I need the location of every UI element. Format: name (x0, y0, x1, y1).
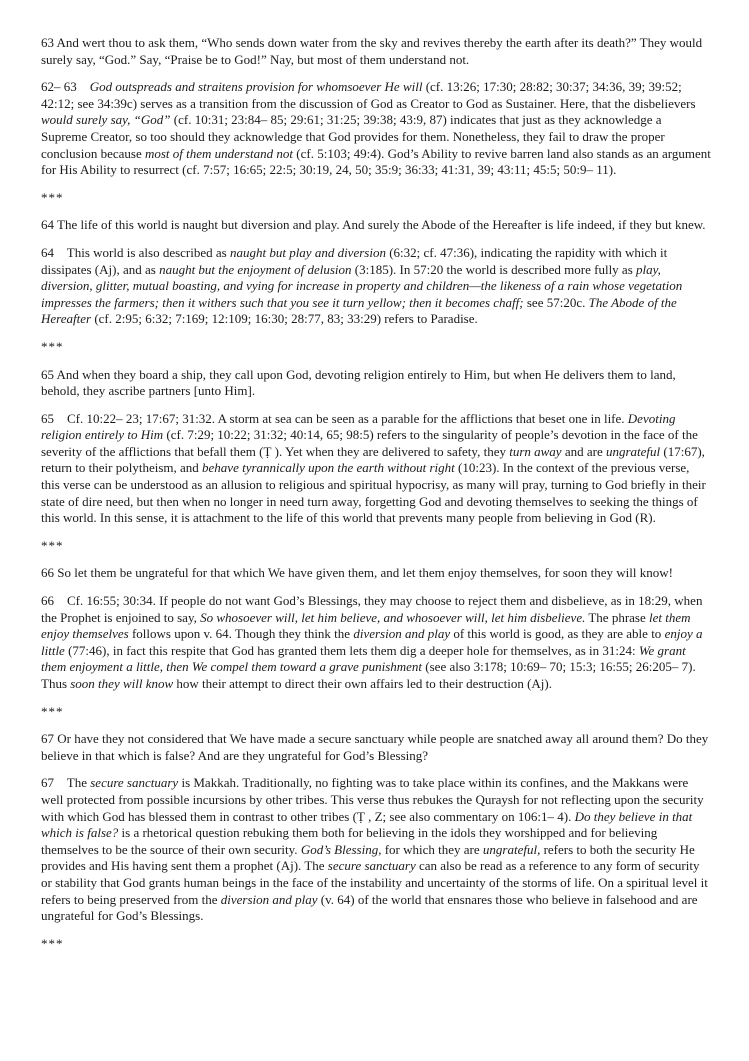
verse-paragraph-64 (41, 217, 711, 234)
commentary-paragraph-64 (41, 245, 711, 328)
text-run: 66 So let them be ungrateful for that which We have given them, and let them enjoy themselves, for soon they will know! (41, 565, 673, 581)
italic-text-run: ungrateful, (482, 841, 541, 857)
text-run: (cf. 7:29; 10:22; 31:32; 40:14, 65; 98:5) refers to the singularity of people’s devotion in the face of the severity of the afflictions that befall them (Ṭ ). Yet when they are delivered to safety, they (41, 427, 702, 459)
italic-text-run: diversion and play (353, 626, 451, 642)
italic-text-run: The Abode of the Hereafter (41, 294, 681, 327)
italic-text-run: turn away (509, 443, 562, 459)
italic-text-run: naught but the enjoyment of delusion (159, 261, 352, 277)
commentary-paragraph-65 (41, 411, 711, 527)
text-run: 67 Or have they not considered that We have made a secure sanctuary while people are snatched away all around them? Do they believe in that which is false? And are they ungrateful for God’s Blessing? (41, 731, 712, 763)
text-run: 63 And wert thou to ask them, “Who sends down water from the sky and revives thereby the earth after its death?” They would surely say, “God.” Say, “Praise be to God!” Nay, but most of them understand not. (41, 35, 706, 67)
italic-text-run: ungrateful (605, 443, 661, 459)
text-run: 64 The life of this world is naught but diversion and play. And surely the Abode of the Hereafter is life indeed, if they but knew. (41, 217, 706, 233)
italic-text-run: naught but play and diversion (229, 244, 386, 260)
verse-paragraph-66 (41, 565, 711, 582)
text-run: how their attempt to direct their own affairs led to their destruction (Aj). (173, 676, 552, 691)
italic-text-run: God outspreads and straitens provision for whomsoever He will (89, 79, 423, 95)
text-run: (v. 64) of the world that ensnares those who believe in falsehood and are ungrateful for God’s Blessings. (41, 891, 701, 924)
text-run: *** (41, 935, 64, 951)
text-run: follows upon v. 64. Though they think the (128, 626, 354, 642)
commentary-paragraph-66 (41, 593, 711, 693)
section-separator (41, 339, 711, 356)
text-run: is a rhetorical question rebuking them both for believing in the idols they worshipped and for believing themselves to be the source of their own security. (41, 825, 661, 857)
text-run: (77:46), in fact this respite that God has granted them lets them dig a deeper hole for themselves, as in 31:24: (64, 642, 639, 658)
section-separator (41, 704, 711, 721)
commentary-paragraph-62-63 (41, 79, 715, 179)
text-run: *** (41, 338, 64, 354)
italic-text-run: secure sanctuary (327, 858, 416, 874)
section-separator (41, 538, 711, 555)
verse-paragraph-67 (41, 731, 711, 764)
italic-text-run: Do they believe in that which is false? (41, 808, 696, 841)
text-run: and are (561, 443, 606, 459)
text-run: (cf. 2:95; 6:32; 7:169; 12:109; 16:30; 28:77, 83; 33:29) refers to Paradise. (91, 311, 478, 327)
text-run: (3:185). In 57:20 the world is described more fully as (351, 261, 637, 277)
text-run: of this world is good, as they are able to (450, 626, 665, 642)
verse-paragraph-65 (41, 367, 711, 400)
text-run: (cf. 5:103; 49:4). God’s Ability to revive barren land also stands as an argument for His Ability to resurrect (cf. 7:57; 16:65; 22:5; 30:19, 24, 50; 35:9; 36:33; 41:31, 39; 43:11; 45:5; 50:9– 11). (41, 145, 715, 178)
italic-text-run: enjoy a little (41, 626, 706, 658)
text-run: 62– 63 (41, 79, 90, 95)
italic-text-run: most of them understand not (144, 145, 294, 161)
italic-text-run: We grant them enjoyment a little, then We compel them toward a grave punishment (41, 642, 689, 675)
text-run: (10:23). In the context of the previous verse, this verse can be understood as an allusion to religious and spiritual hypocrisy, as many will pray, turning to God briefly in their state of dire need, but then when no longer in need turn away, forgetting God and devoting themselves to seeking the things of this world. In this sense, it is attachment to the life of this world that prevents many people from believing in God (R). (41, 460, 710, 526)
italic-text-run: diversion and play (220, 891, 318, 907)
italic-text-run: play, diversion, glitter, mutual boasting, and vying for increase in property and children—the likeness of a rain whose vegetation impresses the farmers; then it withers such that you see it turn yellow; then it becomes chaff; (41, 261, 686, 310)
text-run: (cf. 13:26; 17:30; 28:82; 30:37; 34:36, 39; 39:52; 42:12; see 34:39c) serves as a transition from the discussion of God as Creator to God as Sustainer. Here, that the disbelievers (41, 79, 699, 111)
text-run: 66 Cf. 16:55; 30:34. If people do not want God’s Blessings, they may choose to reject them and disbelieve, as in 18:29, when the Prophet is enjoined to say, (41, 593, 706, 625)
text-run: is Makkah. Traditionally, no fighting was to take place within its confines, and the Makkans were well protected from possible incursions by other tribes. This verse thus rebukes the Quraysh for not reflecting upon the security with which God has blessed them in contrast to other tribes (Ṭ , Z; see also commentary on 106:1– 4). (41, 775, 707, 824)
text-run: 67 The (41, 775, 91, 791)
verse-paragraph-63 (41, 35, 711, 68)
text-run: *** (41, 537, 64, 553)
text-run: (cf. 10:31; 23:84– 85; 29:61; 31:25; 39:38; 43:9, 87) indicates that just as they acknowledge a Supreme Creator, so too should they acknowledge that God provides for them. Nonetheless, they fail to draw the proper conclusion because (41, 112, 668, 161)
italic-text-run: soon they will know (70, 676, 174, 691)
italic-text-run: let them enjoy themselves (41, 609, 694, 642)
text-run: *** (41, 703, 64, 719)
italic-text-run: behave tyrannically upon the earth without right (202, 460, 455, 476)
text-run: see 57:20c. (523, 294, 589, 310)
italic-text-run: So whosoever will, let him believe, and whosoever will, let him disbelieve. (200, 609, 586, 625)
text-run: *** (41, 189, 64, 205)
text-run: 65 Cf. 10:22– 23; 17:67; 31:32. A storm at sea can be seen as a parable for the afflictions that beset one in life. (41, 410, 628, 426)
text-run: refers to both the security He provides and His having sent them a prophet (Aj). The (41, 841, 699, 874)
text-run: 65 And when they board a ship, they call upon God, devoting religion entirely to Him, but when He delivers them to land, behold, they ascribe partners [unto Him]. (41, 366, 679, 399)
italic-text-run: Devoting religion entirely to Him (41, 410, 679, 443)
text-run: can also be read as a reference to any form of security or stability that God grants human beings in the face of the instability and uncertainty of the storms of life. On a spiritual level it refers to being preserved from the (41, 858, 712, 907)
commentary-paragraph-67 (41, 775, 711, 924)
text-run: 64 This world is also described as (41, 244, 230, 260)
italic-text-run: secure sanctuary (90, 775, 179, 791)
text-run: (6:32; cf. 47:36), indicating the rapidity with which it dissipates (Aj), and as (41, 244, 671, 277)
text-run: for which they are (381, 841, 483, 857)
text-run: (17:67), return to their polytheism, and (41, 443, 709, 476)
italic-text-run: would surely say, “God” (41, 112, 171, 128)
section-separator (41, 936, 711, 953)
italic-text-run: God’s Blessing, (300, 841, 382, 857)
text-run: The phrase (585, 609, 649, 625)
section-separator (41, 190, 711, 207)
text-run: (see also 3:178; 10:69– 70; 15:3; 16:55; 26:205– 7). Thus (41, 659, 699, 691)
